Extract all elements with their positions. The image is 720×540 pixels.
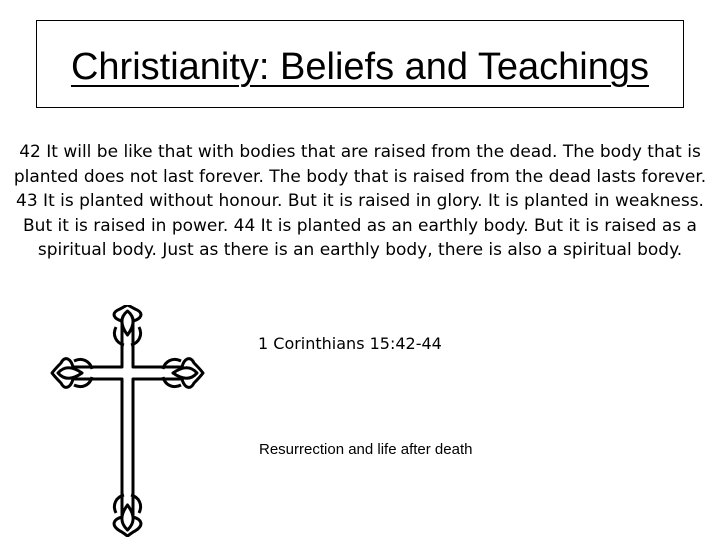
topic-label: Resurrection and life after death	[259, 441, 473, 458]
scripture-reference: 1 Corinthians 15:42-44	[258, 334, 442, 353]
page-title: Christianity: Beliefs and Teachings	[70, 45, 650, 88]
scripture-quote: 42 It will be like that with bodies that are raised from the dead. The body that is planted does not last forever. The body that is raised from the dead lasts forever. 43 It is planted without honour. But it is raised in glory. It is planted in weakness. But it is raised in power. 44 It is planted as an earthly body. But it is raised as a spiritual body. Just as there is an earthly body, there is also a spiritual body.	[13, 142, 707, 260]
title-box	[36, 20, 684, 108]
cross-icon	[40, 305, 215, 537]
